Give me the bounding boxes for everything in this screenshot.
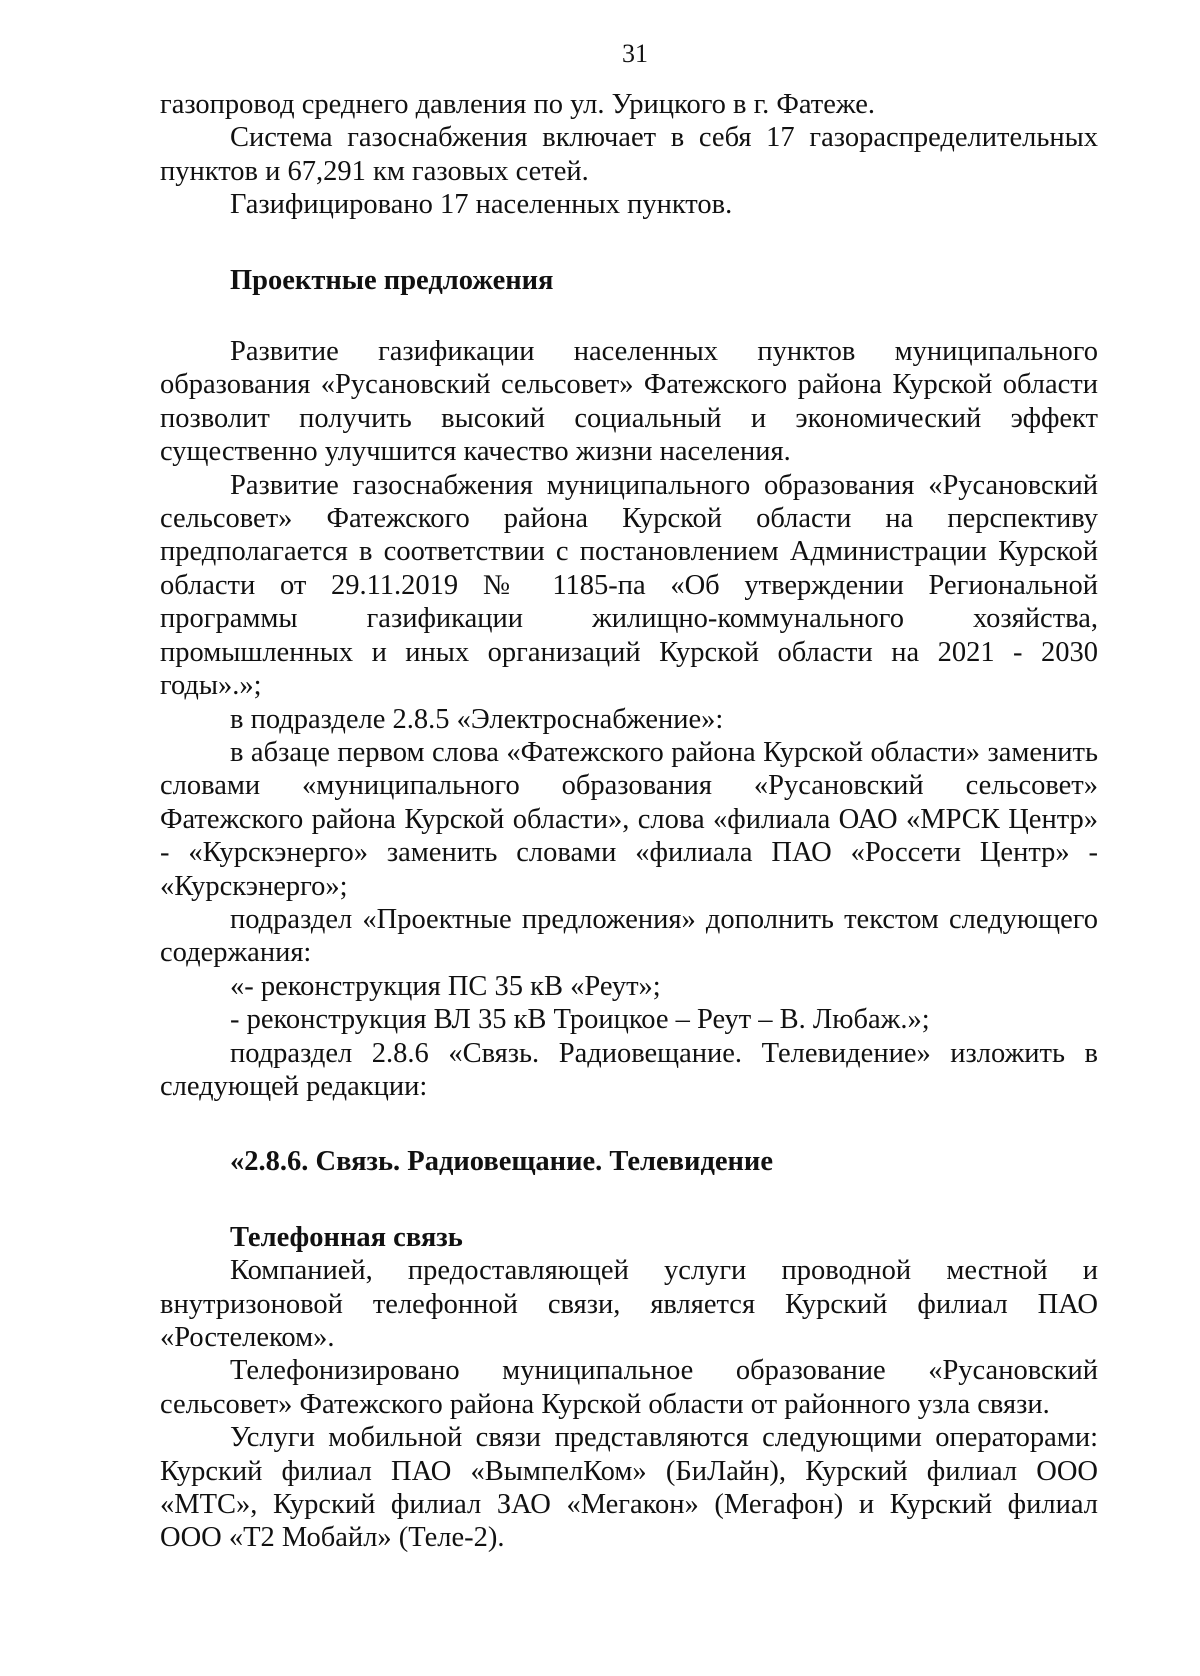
spacer — [160, 222, 1098, 264]
paragraph-mobile-operators: Услуги мобильной связи представляются следующими операторами: Курский филиал ПАО «ВымпелКом» (БиЛайн), Курский филиал ООО «МТС», Курский филиал ЗАО «Мегакон» (Мегафон) и Курский филиал ООО «Т2 Мобайл» (Теле-2). — [160, 1422, 1098, 1554]
paragraph-subsection-2-8-5: в подразделе 2.8.5 «Электроснабжение»: — [230, 703, 724, 735]
heading-project-proposals: Проектные предложения — [230, 264, 554, 296]
paragraph-telephone-provider: Компанией, предоставляющей услуги проводной местной и внутризоновой телефонной связи, является Курский филиал ПАО «Ростелеком». — [160, 1255, 1098, 1353]
paragraph-gas-system: Система газоснабжения включает в себя 17 газораспределительных пунктов и 67,291 км газовых сетей. — [160, 122, 1098, 187]
paragraph-subsection-2-8-6: подраздел 2.8.6 «Связь. Радиовещание. Телевидение» изложить в следующей редакции: — [160, 1037, 1098, 1102]
spacer — [160, 1179, 1098, 1221]
paragraph-gasification-development: Развитие газификации населенных пунктов муниципального образования «Русановский сельсовет» Фатежского района Курской области позволит получить высокий социальный и экономический эффект существенно улучшится качество жизни населения. — [160, 336, 1098, 468]
page-number: 31 — [622, 39, 648, 68]
paragraph-gas-pipeline: газопровод среднего давления по ул. Урицкого в г. Фатеже. — [160, 89, 875, 120]
document-body — [160, 88, 1098, 1555]
paragraph-gas-supply-development: Развитие газоснабжения муниципального образования «Русановский сельсовет» Фатежского района Курской области на перспективу предполагается в соответствии с постановлением Администрации Курской области от 29.11.2019 № 1185-па «Об утверждении Региональной программы газификации жилищно-коммунального хозяйства, промышленных и иных организаций Курской области на 2021 - 2030 годы».»; — [160, 469, 1098, 702]
spacer — [160, 297, 1098, 335]
paragraph-first-paragraph-replacement: в абзаце первом слова «Фатежского района Курской области» заменить словами «муниципального образования «Русановский сельсовет» Фатежского района Курской области», слова «филиала ОАО «МРСК Центр» - «Курскэнерго» заменить словами «филиала ПАО «Россети Центр» - «Курскэнерго»; — [160, 736, 1098, 902]
paragraph-proposals-addition: подраздел «Проектные предложения» дополнить текстом следующего содержания: — [160, 903, 1098, 969]
heading-communications: «2.8.6. Связь. Радиовещание. Телевидение — [230, 1146, 774, 1178]
spacer — [160, 1103, 1098, 1145]
paragraph-reconstruction-ps: «- реконструкция ПС 35 кВ «Реут»; — [230, 970, 661, 1002]
heading-telephone: Телефонная связь — [230, 1221, 463, 1253]
paragraph-telephonization: Телефонизировано муниципальное образование «Русановский сельсовет» Фатежского района Курской области от районного узла связи. — [160, 1355, 1098, 1420]
paragraph-gasified-settlements: Газифицировано 17 населенных пунктов. — [230, 189, 733, 221]
paragraph-reconstruction-vl: - реконструкция ВЛ 35 кВ Троицкое – Реут – В. Любаж.»; — [230, 1004, 930, 1036]
